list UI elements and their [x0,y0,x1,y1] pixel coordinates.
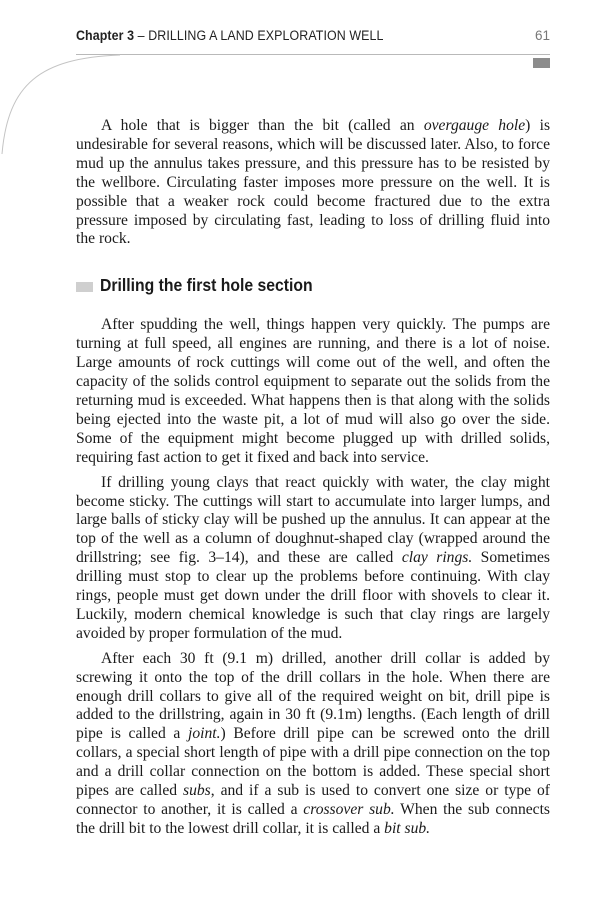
text-run: A hole that is bigger than the bit (called an [101,117,424,134]
text-run: ) Before drill pipe can be screwed onto the drill collars, a special short length of pipe with a drill pipe connection on the top and a drill collar connection on the bottom is added. These special short pipes are called [76,725,550,800]
italic-term: clay rings. [401,549,473,567]
text-run: ) is undesirable for several reasons, which will be discussed later. Also, to force mud up the annulus takes pressure, and this pressure has to be resisted by the wellbore. Circulating faster imposes more pressure on the well. It is possible that a weaker rock could become fractured due to the extra pressure imposed by circulating fast, leading to loss of drilling fluid into the rock. [76,117,551,248]
italic-term: crossover sub. [303,801,395,818]
page-number: 61 [534,28,550,43]
header-tab-marker [533,58,550,68]
chapter-label: Chapter 3 [76,28,135,43]
body-paragraph [76,316,550,467]
section-title: Drilling the first hole section [100,275,313,296]
intro-paragraph [76,117,550,249]
text-run: If drilling young clays that react quickly with water, the clay might become sticky. The cuttings will start to accumulate into larger lumps, and large balls of sticky clay will be pushed up the annulus. It can appear at the top of the well as a column of doughnut-shaped clay (wrapped around the drillstring; see fig. 3–14), and these are called [76,473,550,567]
body-paragraph [76,474,550,644]
italic-term: bit sub. [384,819,431,837]
italic-term: subs [183,782,211,800]
text-run: After spudding the well, things happen very quickly. The pumps are turning at full speed, all engines are running, and there is a lot of noise. Large amounts of rock cuttings will come out of the well, and often the capacity of the solids control equipment to separate out the solids from the returning mud is exceeded. What happens then is that along with the solids being ejected into the waste pit, a lot of mud will also go over the side. Some of the equipment might become plugged up with drilled solids, requiring fast action to get it fixed and back into service. [76,316,550,466]
text-run: When the sub connects the drill bit to the lowest drill collar, it is called a [76,801,550,837]
body-paragraph [76,650,550,839]
text-run: , and if a sub is used to convert one size or type of connector to another, it is called a [76,782,550,818]
section-marker [76,282,93,292]
running-header [76,28,550,50]
page-body [76,117,550,839]
chapter-heading [76,28,384,43]
text-run: Sometimes drilling must stop to clear up the problems before continuing. With clay rings, people must get down under the drill floor with shovels to clear it. Luckily, modern chemical knowledge is such that clay rings are largely avoided by proper formulation of the mud. [76,549,550,642]
header-separator: – [137,28,145,43]
chapter-title: DRILLING A LAND EXPLORATION WELL [148,28,384,43]
italic-term: overgauge hole [423,117,526,134]
text-run: After each 30 ft (9.1 m) drilled, another drill collar is added by screwing it onto the top of the drill collars in the hole. When there are enough drill collars to give all of the required weight on bit, drill pipe is added to the drillstring, again in 30 ft (9.1m) lengths. (Each length of drill pipe is called a [76,649,550,743]
italic-term: joint. [188,725,221,743]
header-rule [76,54,550,55]
section-body [76,316,550,838]
section-heading [76,275,550,299]
